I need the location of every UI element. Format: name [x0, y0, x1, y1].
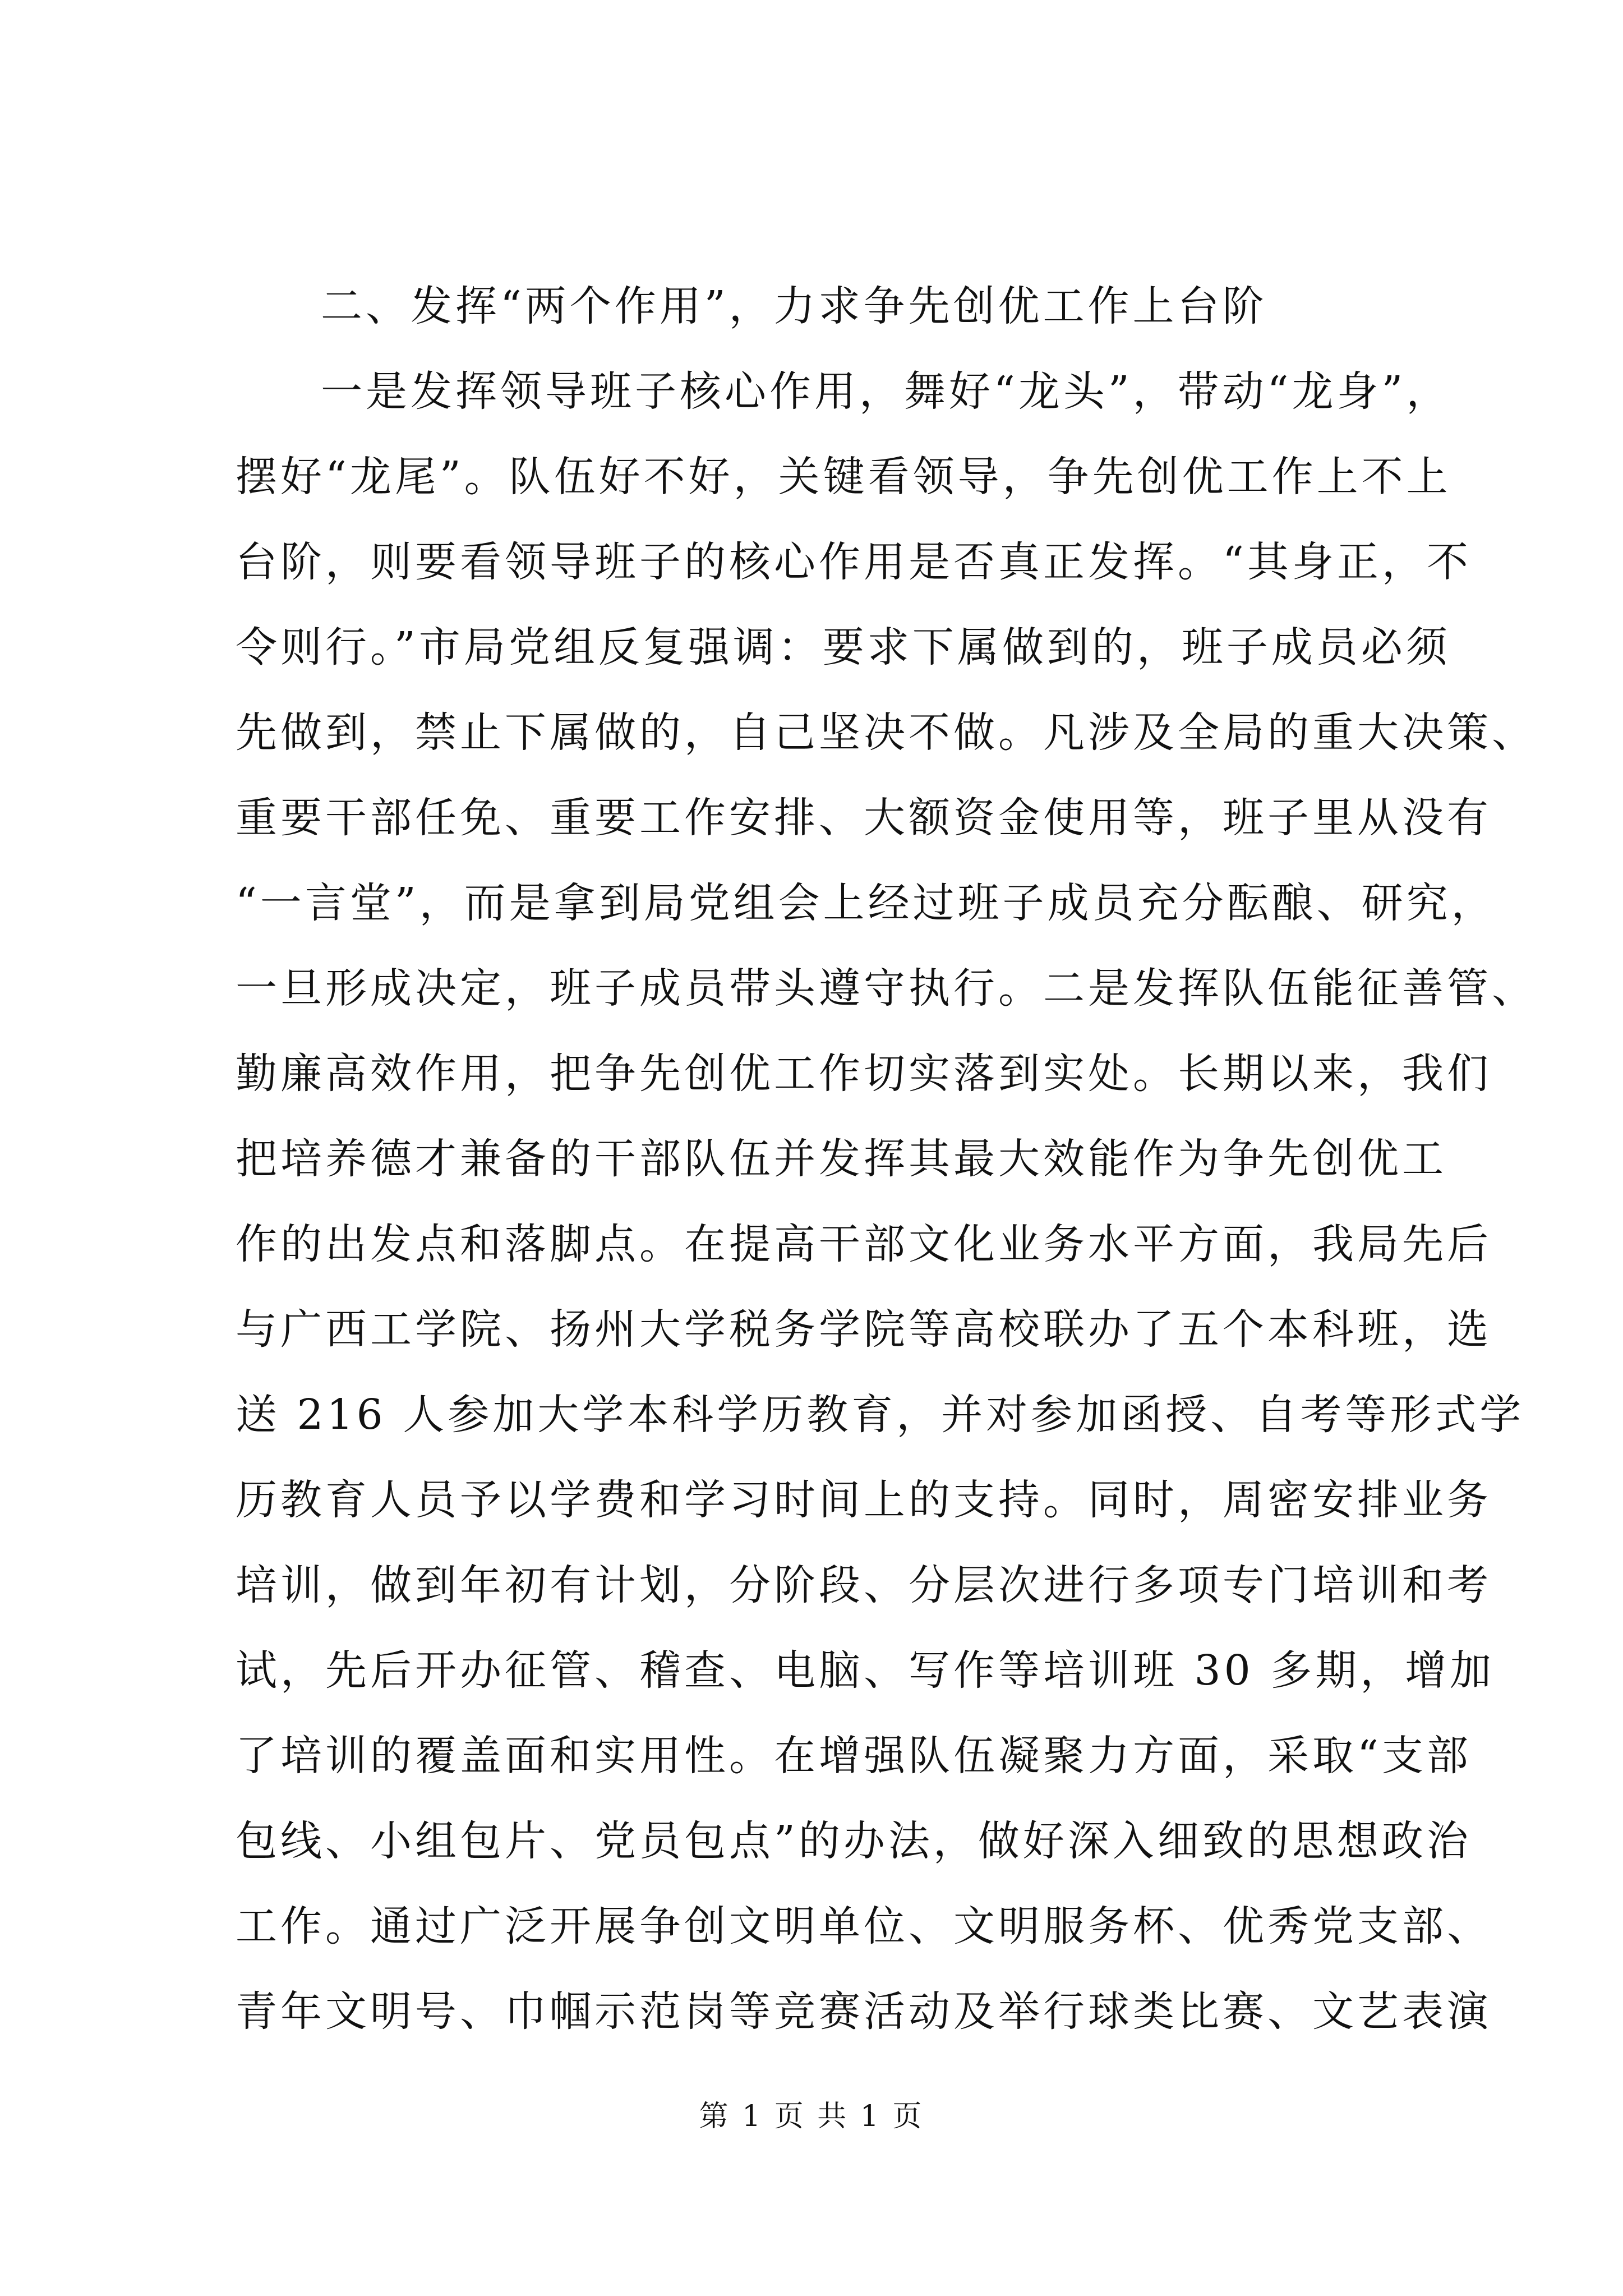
paragraph-line — [236, 519, 1472, 605]
paragraph-line — [236, 1798, 1472, 1884]
paragraph-line — [236, 1031, 1492, 1116]
line-text: 先做到，禁止下属做的，自己坚决不做。凡涉及全局的重大决策、 — [236, 708, 1537, 757]
line-text: 送 216 人参加大学本科学历教育，并对参加函授、自考等形式学 — [236, 1391, 1525, 1439]
line-text: 一是发挥领导班子核心作用，舞好“龙头”，带动“龙身”， — [321, 367, 1451, 416]
line-text: 工作。通过广泛开展争创文明单位、文明服务杯、优秀党支部、 — [236, 1902, 1492, 1950]
line-text: 勤廉高效作用，把争先创优工作切实落到实处。长期以来，我们 — [236, 1050, 1492, 1098]
paragraph-line — [236, 1543, 1492, 1628]
paragraph-line — [236, 1457, 1492, 1543]
line-text: 摆好“龙尾”。队伍好不好，关键看领导，争先创优工作上不上 — [236, 453, 1451, 501]
paragraph-line — [236, 1713, 1472, 1798]
paragraph-line — [236, 690, 1537, 775]
line-text: 把培养德才兼备的干部队伍并发挥其最大效能作为争先创优工 — [236, 1135, 1447, 1183]
line-text: 培训，做到年初有计划，分阶段、分层次进行多项专门培训和考 — [236, 1561, 1492, 1609]
line-text: 历教育人员予以学费和学习时间上的支持。同时，周密安排业务 — [236, 1476, 1492, 1524]
paragraph-line — [236, 1202, 1492, 1287]
line-text: 青年文明号、巾帼示范岗等竞赛活动及举行球类比赛、文艺表演 — [236, 1987, 1492, 2036]
section-heading — [236, 264, 1424, 349]
paragraph-line — [236, 1628, 1495, 1713]
page-footer: 第 1 页 共 1 页 — [699, 2100, 924, 2133]
line-text: 作的出发点和落脚点。在提高干部文化业务水平方面，我局先后 — [236, 1220, 1492, 1268]
line-text: 令则行。”市局党组反复强调：要求下属做到的，班子成员必须 — [236, 623, 1451, 671]
paragraph-line — [236, 946, 1537, 1031]
line-text: 包线、小组包片、党员包点”的办法，做好深入细致的思想政治 — [236, 1817, 1472, 1865]
paragraph-line — [236, 434, 1451, 519]
paragraph-line — [236, 1116, 1447, 1202]
paragraph-line — [236, 349, 1451, 434]
line-text: “一言堂”，而是拿到局党组会上经过班子成员充分酝酿、研究， — [236, 879, 1496, 927]
line-text: 台阶，则要看领导班子的核心作用是否真正发挥。“其身正，不 — [236, 538, 1472, 586]
paragraph-line — [236, 1884, 1492, 1969]
paragraph-line — [236, 1287, 1492, 1372]
document-body — [236, 264, 1537, 2054]
line-text: 试，先后开办征管、稽查、电脑、写作等培训班 30 多期，增加 — [236, 1646, 1495, 1695]
line-text: 一旦形成决定，班子成员带头遵守执行。二是发挥队伍能征善管、 — [236, 964, 1537, 1013]
paragraph-line — [236, 861, 1496, 946]
paragraph-line — [236, 1969, 1492, 2054]
line-text: 了培训的覆盖面和实用性。在增强队伍凝聚力方面，采取“支部 — [236, 1732, 1472, 1780]
paragraph-line — [236, 1372, 1525, 1457]
line-text: 与广西工学院、扬州大学税务学院等高校联办了五个本科班，选 — [236, 1305, 1492, 1354]
paragraph-line — [236, 605, 1451, 690]
paragraph-line — [236, 775, 1492, 861]
line-text: 重要干部任免、重要工作安排、大额资金使用等，班子里从没有 — [236, 794, 1492, 842]
heading-text: 二、发挥“两个作用”，力求争先创优工作上台阶 — [321, 282, 1267, 330]
